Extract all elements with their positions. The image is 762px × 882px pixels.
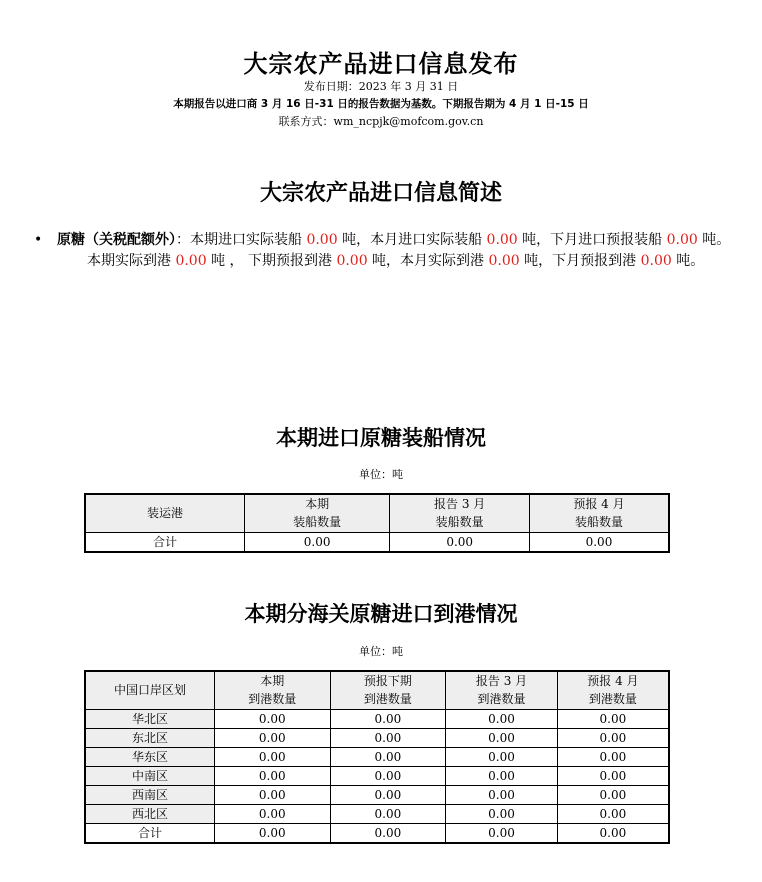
table-cell: 0.00 [214,823,330,843]
column-header: 中国口岸区划 [85,671,214,709]
summary-text: 吨，下月进口预报装船 [517,232,667,248]
table-cell: 0.00 [330,785,446,804]
table-cell: 0.00 [330,709,446,728]
shipping-table [84,493,670,553]
table-cell: 0.00 [214,766,330,785]
summary-text: 吨，本月实际到港 [367,252,489,269]
table-cell: 0.00 [529,532,669,552]
summary-paragraph-2 [57,251,746,272]
summary-text: 吨 ， 下期预报到港 [206,252,337,269]
column-header [244,494,390,532]
column-header: 装运港 [85,494,244,532]
table-header-row [85,494,669,532]
table-cell: 0.00 [557,747,669,766]
table-cell: 0.00 [557,728,669,747]
summary-block [34,230,746,271]
commodity-name: 原糖（关税配额外） [57,232,176,248]
page-title: 大宗农产品进口信息发布 [243,50,519,78]
table-cell: 0.00 [214,785,330,804]
table-cell: 0.00 [330,804,446,823]
summary-value: 0.00 [666,232,698,248]
summary-value: 0.00 [175,252,207,269]
table-row [85,766,669,785]
summary-value: 0.00 [306,232,338,248]
header-line: 到港数量 [363,692,412,707]
table-cell: 0.00 [557,709,669,728]
table-cell: 0.00 [446,823,558,843]
table-cell: 0.00 [330,747,446,766]
summary-value: 0.00 [336,252,368,269]
table-cell: 0.00 [557,766,669,785]
table-cell: 0.00 [557,804,669,823]
header-line: 预报 4 月 [573,497,625,512]
table-cell: 0.00 [557,823,669,843]
header-line: 装船数量 [435,515,484,530]
column-header [214,671,330,709]
header-line: 装船数量 [293,515,342,530]
table-cell: 0.00 [446,804,558,823]
header-line: 本期 [260,674,285,689]
table-cell: 0.00 [446,747,558,766]
table-row-total [85,823,669,843]
summary-text: 吨，本月进口实际装船 [337,232,487,248]
table-row [85,709,669,728]
region-cell: 西北区 [85,804,214,823]
header-line: 预报 4 月 [587,674,639,689]
report-period-notice: 本期报告以进口商 3 月 16 日-31 日的报告数据为基数。下期报告期为 4 月 1 日-15 日 [173,98,589,110]
region-cell: 东北区 [85,728,214,747]
table-cell: 0.00 [330,823,446,843]
header-line: 本期 [305,497,330,512]
table-cell: 0.00 [390,532,530,552]
summary-text: 吨。 [697,232,731,248]
table-row [85,728,669,747]
shipping-table-title: 本期进口原糖装船情况 [276,426,486,450]
table-cell: 0.00 [446,785,558,804]
region-cell: 中南区 [85,766,214,785]
region-cell: 西南区 [85,785,214,804]
summary-value: 0.00 [640,252,672,269]
summary-value: 0.00 [488,252,520,269]
table-row [85,785,669,804]
region-cell: 华东区 [85,747,214,766]
table-header-row [85,671,669,709]
table-cell: 0.00 [330,728,446,747]
table-cell: 0.00 [446,709,558,728]
header-line: 装船数量 [574,515,623,530]
summary-paragraph-1 [57,230,746,251]
table-cell: 0.00 [214,804,330,823]
column-header [330,671,446,709]
table-cell: 合计 [85,532,244,552]
column-header [557,671,669,709]
bullet-icon: • [34,232,43,248]
table-cell: 0.00 [214,728,330,747]
arrival-table [84,670,670,844]
column-header [390,494,530,532]
table-cell: 0.00 [330,766,446,785]
summary-text: 吨。 [671,252,705,269]
header-line: 预报下期 [363,674,412,689]
header-line: 报告 3 月 [475,674,528,689]
column-header [446,671,558,709]
header-line: 报告 3 月 [434,497,486,512]
table-row [85,747,669,766]
table-row [85,804,669,823]
table-cell: 0.00 [446,766,558,785]
header-line: 到港数量 [588,692,637,707]
table-row [85,532,669,552]
table-cell: 0.00 [244,532,390,552]
region-cell: 华北区 [85,709,214,728]
summary-value: 0.00 [486,232,518,248]
publish-date: 发布日期：2023 年 3 月 31 日 [303,80,459,93]
summary-text: 吨，下月预报到港 [519,252,641,269]
table-cell: 0.00 [557,785,669,804]
summary-text: ：本期进口实际装船 [176,232,307,248]
arrival-table-unit: 单位：吨 [359,645,403,658]
table-cell: 0.00 [446,728,558,747]
shipping-table-unit: 单位：吨 [359,468,403,481]
contact-email[interactable]: 联系方式：wm_ncpjk@mofcom.gov.cn [278,115,484,128]
table-cell: 0.00 [214,709,330,728]
header-line: 到港数量 [477,692,526,707]
column-header [529,494,669,532]
region-cell: 合计 [85,823,214,843]
summary-title: 大宗农产品进口信息简述 [259,181,502,206]
table-cell: 0.00 [214,747,330,766]
arrival-table-title: 本期分海关原糖进口到港情况 [244,602,518,626]
summary-text: 本期实际到港 [87,252,176,269]
header-line: 到港数量 [248,692,297,707]
